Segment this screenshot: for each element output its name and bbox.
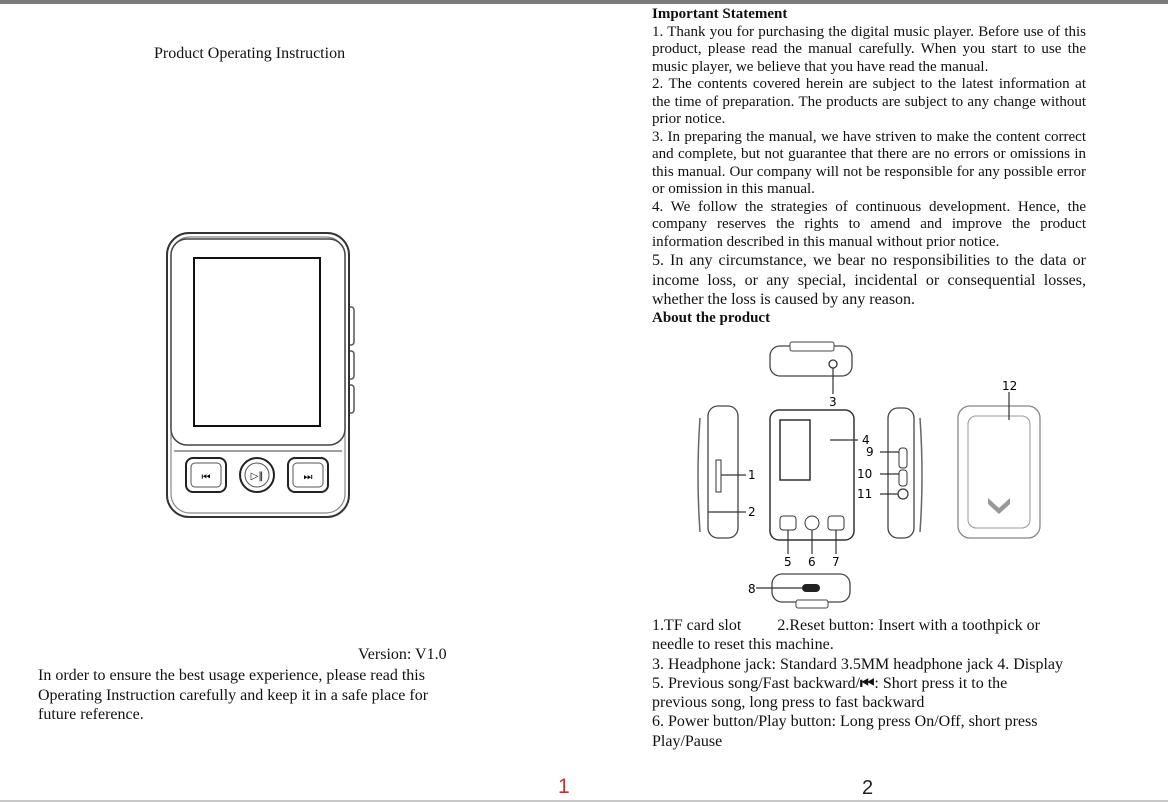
diagram-label-12: 12 [1002,379,1018,393]
diagram-label-11: 11 [857,487,873,501]
diagram-label-5: 5 [784,555,792,569]
diagram-label-1: 1 [748,468,756,482]
device-front-illustration [160,225,360,530]
diagram-label-8: 8 [748,582,756,596]
about-heading: About the product [652,309,771,326]
statement-3: 3. In preparing the manual, we have striven to make the content correct and complete, but not guarantee that there are no errors or omissions in this manual. Our company will not be responsible for any possible error or omission in this manual. [652,128,1086,197]
feature-line-2: needle to reset this machine. [652,636,834,654]
statement-5: 5. In any circumstance, we bear no responsibilities to the data or income loss, or any special, incidental or consequential losses, whether the loss is caused by any reason. [652,252,1086,308]
diagram-label-7: 7 [832,555,840,569]
statement-1: 1. Thank you for purchasing the digital music player. Before use of this product, please read the manual carefully. When you start to use the music player, we believe that you have read the manual. [652,23,1086,75]
right-page-text [652,6,1086,327]
feature-reset-button: 2.Reset button: Insert with a toothpick or [777,617,1040,634]
diagram-label-6: 6 [808,555,816,569]
manual-title: Product Operating Instruction [154,45,346,62]
feature-tf-card: 1.TF card slot [652,617,742,634]
product-parts-diagram [690,336,1070,617]
fast-backward-icon: ⏮ [859,674,872,692]
statement-4: 4. We follow the strategies of continuous development. Hence, the company reserves the rights to amend and improve the product information described in this manual without prior notice. [652,198,1086,250]
statement-heading: Important Statement [652,6,788,22]
feature-line-3: 3. Headphone jack: Standard 3.5MM headphone jack 4. Display [652,655,1064,673]
top-border [0,0,1168,4]
version-label: Version: V1.0 [358,646,447,663]
next-button-graphic [288,458,328,492]
feature-previous-song: 5. Previous song/Fast backward/ [652,674,860,692]
statement-2: 2. The contents covered herein are subject to the latest information at the time of preparation. The products are subject to any change without prior notice. [652,76,1086,127]
prev-button-graphic [186,458,226,492]
diagram-label-2: 2 [748,505,756,519]
feature-line-5: previous song, long press to fast backward [652,694,925,712]
svg-text:⏭: ⏭ [303,472,313,483]
diagram-label-9: 9 [866,445,874,459]
feature-line-1 [652,616,1092,635]
diagram-label-4: 4 [862,433,870,447]
intro-paragraph: In order to ensure the best usage experience, please read this Operating Instruction carefully and keep it in a safe place for future reference. [38,667,429,723]
svg-text:▷‖: ▷‖ [250,471,264,482]
feature-line-6: 6. Power button/Play button: Long press On/Off, short press [652,713,1038,731]
page-number-right: 2 [862,777,874,799]
feature-line-4 [652,674,1092,693]
feature-previous-song-desc: : Short press it to the [874,674,1008,692]
feature-line-7: Play/Pause [652,732,723,750]
diagram-label-3: 3 [829,395,837,409]
features-list [652,616,1092,751]
diagram-label-10: 10 [857,467,873,481]
svg-text:⏮: ⏮ [201,472,211,483]
play-pause-button-graphic [240,458,274,492]
page-number-left: 1 [558,775,570,798]
